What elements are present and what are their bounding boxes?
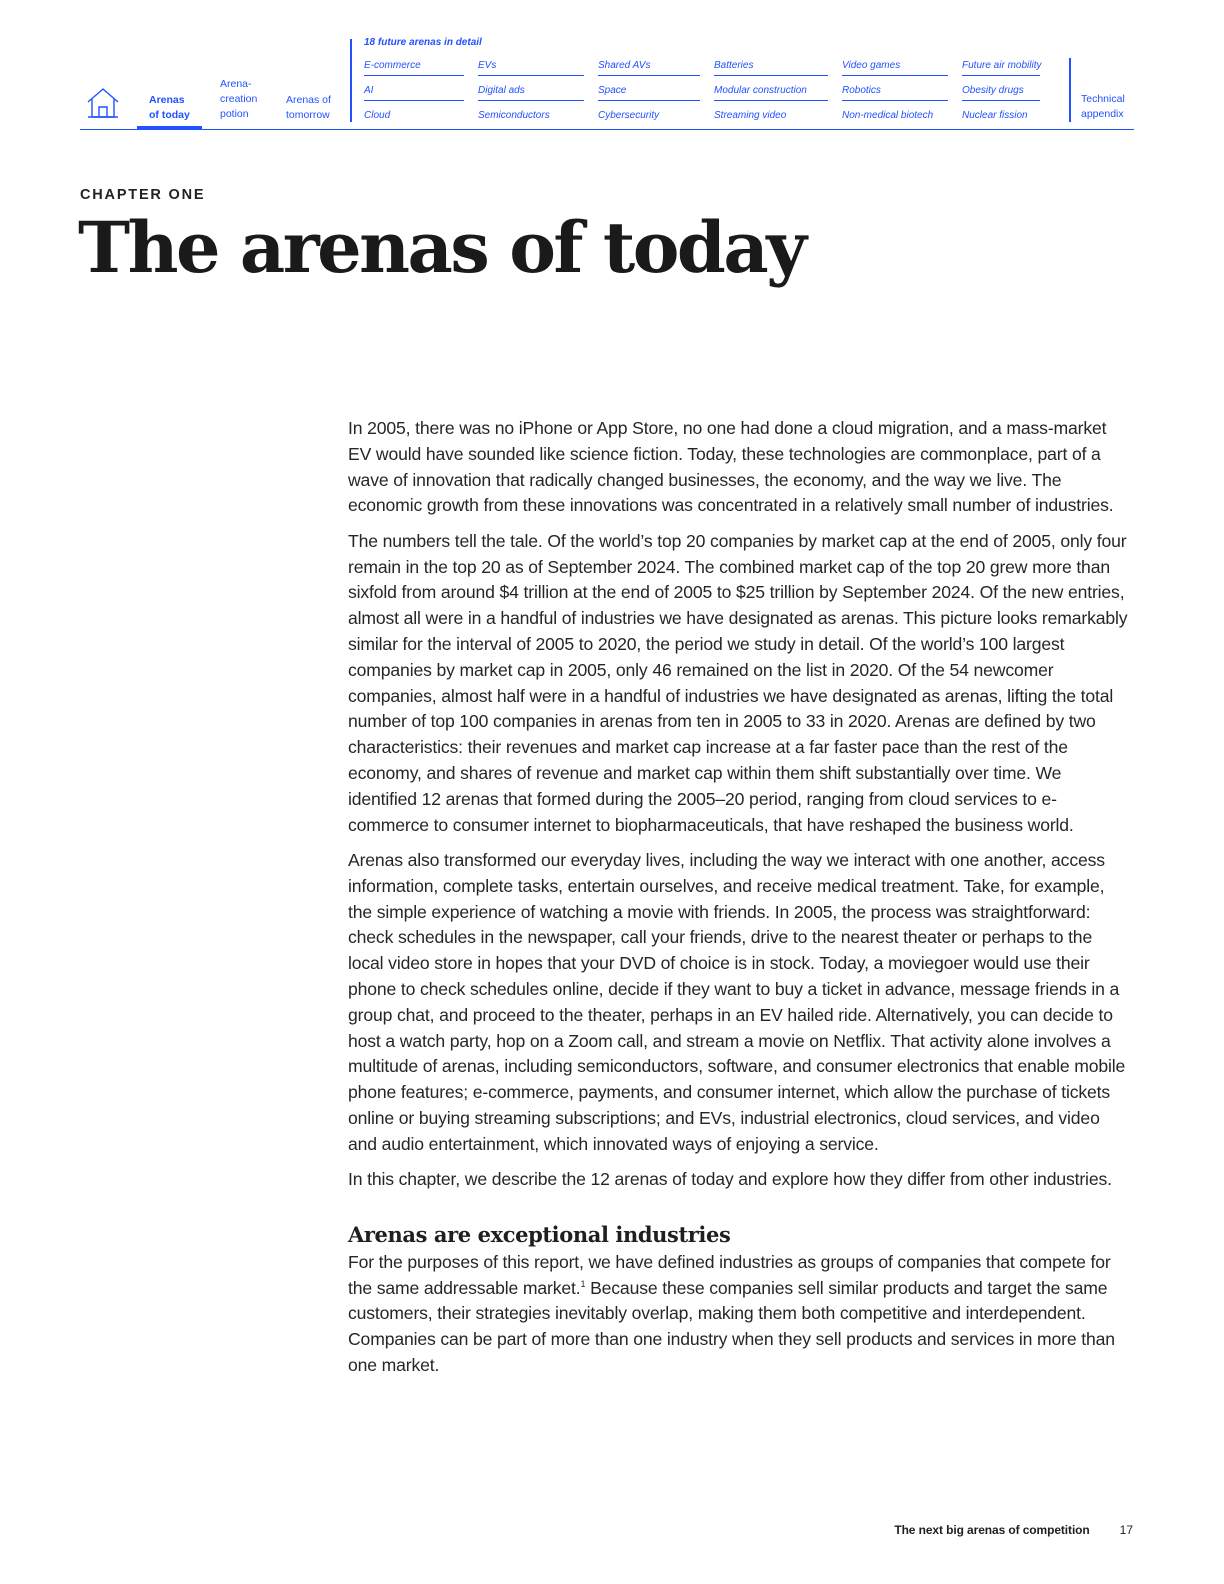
future-arena-link[interactable]: EVs xyxy=(478,58,584,76)
nav-baseline xyxy=(80,129,1134,130)
future-arena-link[interactable]: Nuclear fission xyxy=(962,110,1028,121)
nav-technical-appendix[interactable] xyxy=(1081,92,1125,122)
nav-arenas-of-today[interactable] xyxy=(149,93,190,123)
home-button[interactable] xyxy=(86,86,120,120)
nav-arena-creation-potion[interactable] xyxy=(220,77,257,122)
future-arena-link[interactable]: Non-medical biotech xyxy=(842,110,934,121)
section-heading: Arenas are exceptional industries xyxy=(348,1221,731,1247)
nav-label-line: tomorrow xyxy=(286,109,330,121)
future-arena-link[interactable]: Obesity drugs xyxy=(962,83,1040,101)
paragraph: The numbers tell the tale. Of the world’s top 20 companies by market cap at the end of 2005, only four remain in the top 20 as of September 2024. The combined market cap of the top 20 grew more than sixfold from around $4 trillion at the end of 2005 to $25 trillion by September 2024. Of the new entries, almost all were in a handful of industries we have designated as arenas. This picture looks remarkably similar for the interval of 2005 to 2020, the period we study in detail. Of the world’s 100 largest companies by market cap in 2005, only 46 remained on the list in 2020. Of the 54 newcomer companies, almost half were in a handful of industries we have designated as arenas, lifting the total number of top 100 companies in arenas from ten in 2005 to 33 in 2020. Arenas are defined by two characteristics: their revenues and market cap increase at a far faster pace than the rest of the economy, and shares of revenue and market cap within them shift substantially over time. We identified 12 arenas that formed during the 2005–20 period, ranging from cloud services to e-commerce to consumer internet to biopharmaceuticals, that have reshaped the business world. xyxy=(348,530,1128,835)
body-text xyxy=(348,416,1132,1388)
future-arena-link[interactable]: Cloud xyxy=(364,110,391,121)
future-arena-link[interactable]: Shared AVs xyxy=(598,58,700,76)
nav-divider xyxy=(1069,58,1071,122)
page-number: 17 xyxy=(1119,1523,1133,1537)
nav-label-line: Arena- xyxy=(220,78,252,90)
chapter-label: CHAPTER ONE xyxy=(80,187,206,203)
paragraph-text: Because these companies sell similar products and target the same customers, their strategies inevitably overlap, making them both competitive and interdependent. Companies can be part of more than one industry when they sell products and services in more than one market. xyxy=(348,1277,1115,1376)
footnote-marker[interactable]: 1 xyxy=(580,1278,586,1289)
future-arenas-heading: 18 future arenas in detail xyxy=(364,37,482,48)
chapter-navigation xyxy=(80,36,1134,130)
future-arena-link[interactable]: Future air mobility xyxy=(962,58,1040,76)
nav-label-line: appendix xyxy=(1081,108,1124,120)
nav-label-line: Arenas xyxy=(149,94,185,106)
publication-title: The next big arenas of competition xyxy=(894,1523,1090,1537)
nav-arenas-of-tomorrow[interactable] xyxy=(286,93,331,123)
future-arena-link[interactable]: Cybersecurity xyxy=(598,110,660,121)
page-title: The arenas of today xyxy=(78,206,805,289)
home-icon xyxy=(86,86,120,120)
paragraph-text: For the purposes of this report, we have defined industries as groups of companies that compete for the same addressable market. xyxy=(348,1251,1111,1298)
future-arena-link[interactable]: Robotics xyxy=(842,83,948,101)
paragraph: Arenas also transformed our everyday lives, including the way we interact with one another, access information, complete tasks, entertain ourselves, and receive medical treatment. Take, for example, the simple experience of watching a movie with friends. In 2005, the process was straightforward: check schedules in the newspaper, call your friends, drive to the nearest theater or perhaps to the local video store in hopes that your DVD of choice is in stock. Today, a moviegoer would use their phone to check schedules online, decide if they want to buy a ticket in advance, message friends in a group chat, and proceed to the theater, perhaps in an EV hailed ride. Alternatively, you can decide to host a watch party, hop on a Zoom call, and stream a movie on Netflix. That activity alone involves a multitude of arenas, including semiconductors, software, and consumer electronics that enable mobile phone features; e-commerce, payments, and consumer internet, which allow the purchase of tickets online or buying streaming subscriptions; and EVs, industrial electronics, cloud services, and video and audio entertainment, which innovated ways of enjoying a service. xyxy=(348,849,1126,1154)
future-arena-link[interactable]: Modular construction xyxy=(714,83,828,101)
future-arena-link[interactable]: Batteries xyxy=(714,58,828,76)
nav-label-line: Arenas of xyxy=(286,94,331,106)
nav-label-line: Technical xyxy=(1081,93,1125,105)
future-arena-link[interactable]: Streaming video xyxy=(714,110,787,121)
nav-label-line: potion xyxy=(220,108,249,120)
page-footer xyxy=(894,1523,1133,1537)
future-arena-link[interactable]: Space xyxy=(598,83,700,101)
future-arena-link[interactable]: Digital ads xyxy=(478,83,584,101)
nav-divider xyxy=(350,39,352,122)
nav-label-line: of today xyxy=(149,109,190,121)
nav-label-line: creation xyxy=(220,93,258,105)
future-arena-link[interactable]: E-commerce xyxy=(364,58,464,76)
paragraph: In this chapter, we describe the 12 arenas of today and explore how they differ from other industries. xyxy=(348,1169,1112,1190)
future-arena-link[interactable]: AI xyxy=(364,83,464,101)
future-arena-link[interactable]: Video games xyxy=(842,58,948,76)
paragraph: In 2005, there was no iPhone or App Store, no one had done a cloud migration, and a mass-market EV would have sounded like science fiction. Today, these technologies are commonplace, part of a wave of innovation that radically changed businesses, the economy, and the way we live. The economic growth from these innovations was concentrated in a relatively small number of industries. xyxy=(348,418,1114,516)
future-arenas-grid xyxy=(364,58,1054,132)
future-arena-link[interactable]: Semiconductors xyxy=(478,110,550,121)
paragraph xyxy=(348,1250,1132,1379)
